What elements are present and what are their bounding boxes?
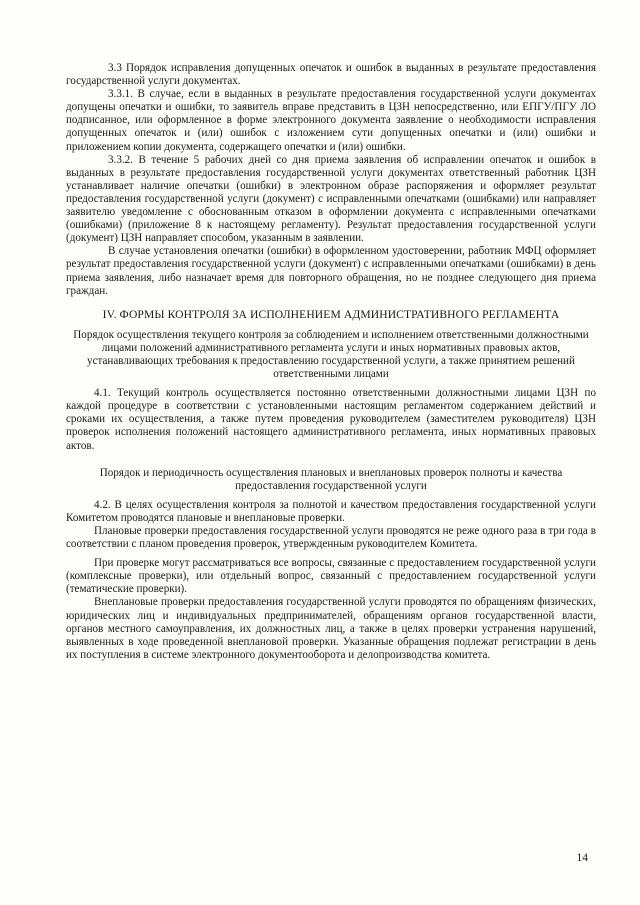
paragraph-3-3-1: 3.3.1. В случае, если в выданных в результате предоставления государственной услуги документах допущены опечатки и ошибки, то заявитель вправе представить в ЦЗН непосредственно, или ЕПГУ/ПГУ ЛО подписанное, или оформленное в форме электронного документа заявление о необходимости исправления допущенных опечаток и (или) ошибок с изложением сути допущенных опечатки и (или) ошибки и приложением копии документа, содержащего опечатки и (или) ошибки. <box>66 88 596 153</box>
paragraph-4-2: 4.2. В целях осуществления контроля за полнотой и качеством предоставления государственной услуги Комитетом проводятся плановые и внеплановые проверки. <box>66 498 596 524</box>
section-title: IV. ФОРМЫ КОНТРОЛЯ ЗА ИСПОЛНЕНИЕМ АДМИНИСТРАТИВНОГО РЕГЛАМЕНТА <box>102 307 560 321</box>
paragraph-planned-checks: Плановые проверки предоставления государственной услуги проводятся не реже одного раза в три года в соответствии с планом проведения проверок, утвержденным руководителем Комитета. <box>66 525 596 551</box>
paragraph-3-3: 3.3 Порядок исправления допущенных опечаток и ошибок в выданных в результате предоставления государственной услуги документах. <box>66 62 596 88</box>
subheading-current-control: Порядок осуществления текущего контроля за соблюдением и исполнением ответственными должностными лицами положений административного регламента услуги и иных нормативных правовых актов, устанавливающих требования к предоставлению государственной услуги, а также принятием решений ответственными лицами <box>73 328 589 381</box>
paragraph-4-1: 4.1. Текущий контроль осуществляется постоянно ответственными должностными лицами ЦЗН по каждой процедуре в соответствии с установленными настоящим регламентом содержанием действий и сроками их осуществления, а также путем проведения руководителем (заместителем руководителя) ЦЗН проверок исполнения положений настоящего административного регламента, иных нормативных правовых актов. <box>66 387 596 452</box>
page-number: 14 <box>576 852 588 864</box>
subheading-inspections: Порядок и периодичность осуществления плановых и внеплановых проверок полноты и качества предоставления государственной услуги <box>99 466 563 492</box>
paragraph-unplanned-checks: Внеплановые проверки предоставления государственной услуги проводятся по обращениям физических, юридических лиц и индивидуальных предпринимателей, обращениям органов государственной власти, органов местного самоуправления, их должностных лиц, а также в целях проверки устранения нарушений, выявленных в ходе проведенной внеплановой проверки. Указанные обращения подлежат регистрации в день их поступления в системе электронного документооборота и делопроизводства комитета. <box>66 596 596 661</box>
paragraph-mfc: В случае установления опечатки (ошибки) в оформленном удостоверении, работник МФЦ оформляет результат предоставления государственной услуги (документ) с исправленными опечатками (ошибками) в день приема заявления, либо назначает время для повторного обращения, но не позднее следующего дня приема граждан. <box>66 245 596 297</box>
paragraph-check-questions: При проверке могут рассматриваться все вопросы, связанные с предоставлением государственной услуги (комплексные проверки), или отдельный вопрос, связанный с предоставлением государственной услуги (тематические проверки). <box>66 557 596 596</box>
paragraph-3-3-2: 3.3.2. В течение 5 рабочих дней со дня приема заявления об исправлении опечаток и ошибок в выданных в результате предоставления государственной услуги документах ответственный работник ЦЗН устанавливает наличие опечатки (ошибки) в электронном образе распоряжения и оформляет результат предоставления государственной услуги (документ) с исправленными опечатками (ошибками) или направляет заявителю уведомление с обоснованным отказом в оформлении документа с исправленными опечатками (ошибками) (приложение 8 к настоящему регламенту). Результат предоставления государственной услуги (документ) ЦЗН направляет способом, указанным в заявлении. <box>66 153 596 245</box>
